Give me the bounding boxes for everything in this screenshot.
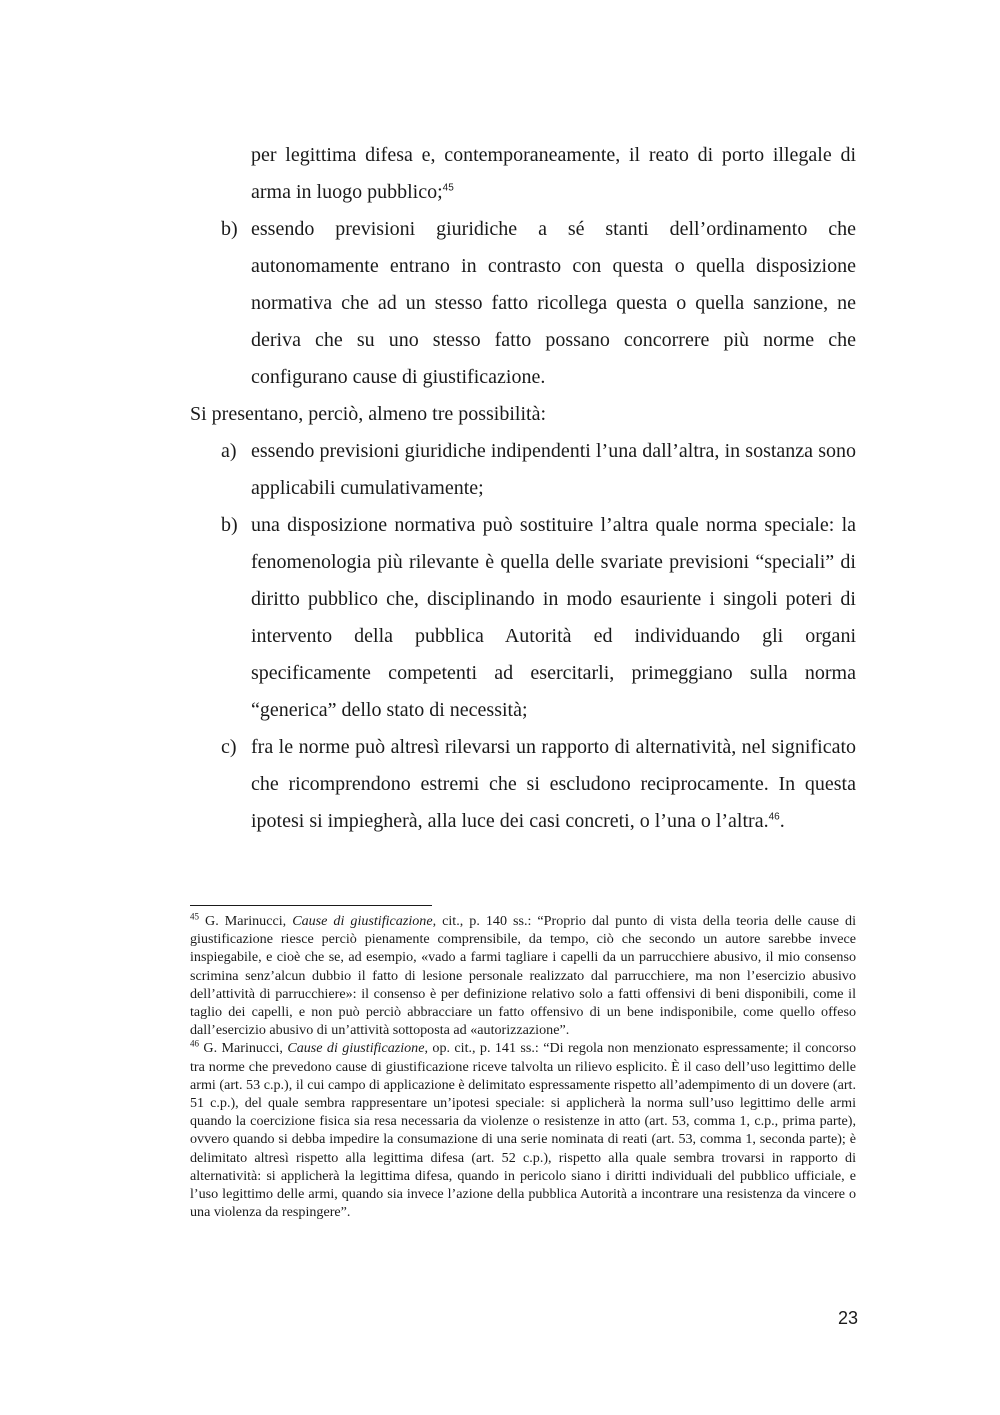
footnote-author: G. Marinucci, bbox=[205, 913, 287, 929]
footnotes bbox=[190, 912, 856, 1221]
footnote-author: G. Marinucci, bbox=[203, 1040, 283, 1057]
lead-in-paragraph: Si presentano, perciò, almeno tre possibilità: bbox=[190, 403, 547, 425]
footnote-ref-45[interactable]: 45 bbox=[442, 182, 454, 194]
page-number: 23 bbox=[837, 1308, 858, 1328]
footnote-46 bbox=[190, 1039, 856, 1221]
footnote-text: , cit., p. 140 ss.: “Proprio dal punto di vista della teoria delle cause di giustificazione riesce perciò pienamente comprensibile, da tempo, ciò che secondo un autore sarebbe invece inspiegabile, e cioè che se, ad esempio, «vado a farmi tagliare i capelli da un parrucchiere abusivo, il mio consenso scrimina senz’alcun dubbio il fatto di lesione personale realizzato dal parrucchiere, ma non l’esercizio abusivo dell’attività di parrucchiere»: il consenso è per definizione relativo solo a fatti offensivi di beni disponibili, come il taglio dei capelli, e non può perciò abbracciare un fatto offensivo di un bene indisponibile, come quello offeso dall’esercizio abusivo di un’attività sottoposta ad «autorizzazione”. bbox=[190, 913, 857, 1039]
footnote-number: 45 bbox=[190, 911, 199, 922]
footnote-ref-46[interactable]: 46 bbox=[768, 811, 780, 823]
footnote-number: 46 bbox=[190, 1038, 199, 1049]
body-text bbox=[190, 137, 856, 840]
list-marker: b) bbox=[221, 218, 238, 240]
footnote-separator bbox=[190, 905, 432, 906]
list-item-text: fra le norme può altresì rilevarsi un rapporto di alternatività, nel significato che ricomprendono estremi che si escludono reciprocamente. In questa ipotesi si impiegherà, alla luce dei casi concreti, o l’una o l’altra. bbox=[251, 736, 856, 832]
list-marker: b) bbox=[221, 514, 238, 536]
continued-list-item bbox=[190, 137, 856, 211]
list-marker: a) bbox=[221, 440, 237, 462]
list-item-text: essendo previsioni giuridiche indipendenti l’una dall’altra, in sostanza sono applicabili cumulativamente; bbox=[251, 440, 856, 499]
list-item-text: essendo previsioni giuridiche a sé stanti dell’ordinamento che autonomamente entrano in contrasto con questa o quella disposizione normativa che ad un stesso fatto ricollega questa o quella sanzione, ne deriva che su uno stesso fatto possano concorrere più norme che configurano cause di giustificazione. bbox=[251, 218, 856, 388]
footnote-title: Cause di giustificazione bbox=[287, 1040, 425, 1057]
list-item-text: una disposizione normativa può sostituire l’altra quale norma speciale: la fenomenologia più rilevante è quella delle svariate previsioni “speciali” di diritto pubblico che, disciplinando in modo esauriente i singoli poteri di intervento della pubblica Autorità ed individuando gli organi specificamente competenti ad esercitarli, primeggiano sulla norma “generica” dello stato di necessità; bbox=[251, 514, 856, 721]
footnote-title: Cause di giustificazione bbox=[292, 913, 433, 929]
continued-text: per legittima difesa e, contemporaneamente, il reato di porto illegale di arma in luogo pubblico; bbox=[251, 144, 856, 203]
list-item-b-first bbox=[190, 211, 856, 396]
footnote-45 bbox=[190, 912, 856, 1039]
trailing-period: . bbox=[779, 810, 785, 832]
footnote-text: , op. cit., p. 141 ss.: “Di regola non menzionato espressamente; il concorso tra norme che prevedono cause di giustificazione riceve talvolta un rilievo esplicito. È il caso dell’uso legittimo delle armi (art. 53 c.p.), il cui campo di applicazione è delimitato espressamente rispetto all’adempimento di un dovere (art. 51 c.p.), del quale sembra rappresentare un’ipotesi speciale: si applicherà la norma sull’uso legittimo delle armi quando la coercizione fisica sia resa necessaria da violenze o resistenze in atto (art. 53, comma 1, c.p., prima parte), ovvero quando si debba impedire la consumazione di una serie nominata di reati (art. 53, comma 1, seconda parte); è delimitato altresì rispetto alla legittima difesa (art. 52 c.p.), rispetto alla quale sembra trovarsi in rapporto di alternatività: si applicherà la legittima difesa, quando in pericolo siano i diritti individuali del pubblico ufficiale, e l’uso legittimo delle armi, quando sia invece l’azione della pubblica Autorità a incontrare una resistenza da vincere o una violenza da respingere”. bbox=[190, 1040, 856, 1221]
possibility-b bbox=[190, 507, 856, 729]
possibility-c bbox=[190, 729, 856, 840]
possibility-a bbox=[190, 433, 856, 507]
list-marker: c) bbox=[221, 736, 237, 758]
